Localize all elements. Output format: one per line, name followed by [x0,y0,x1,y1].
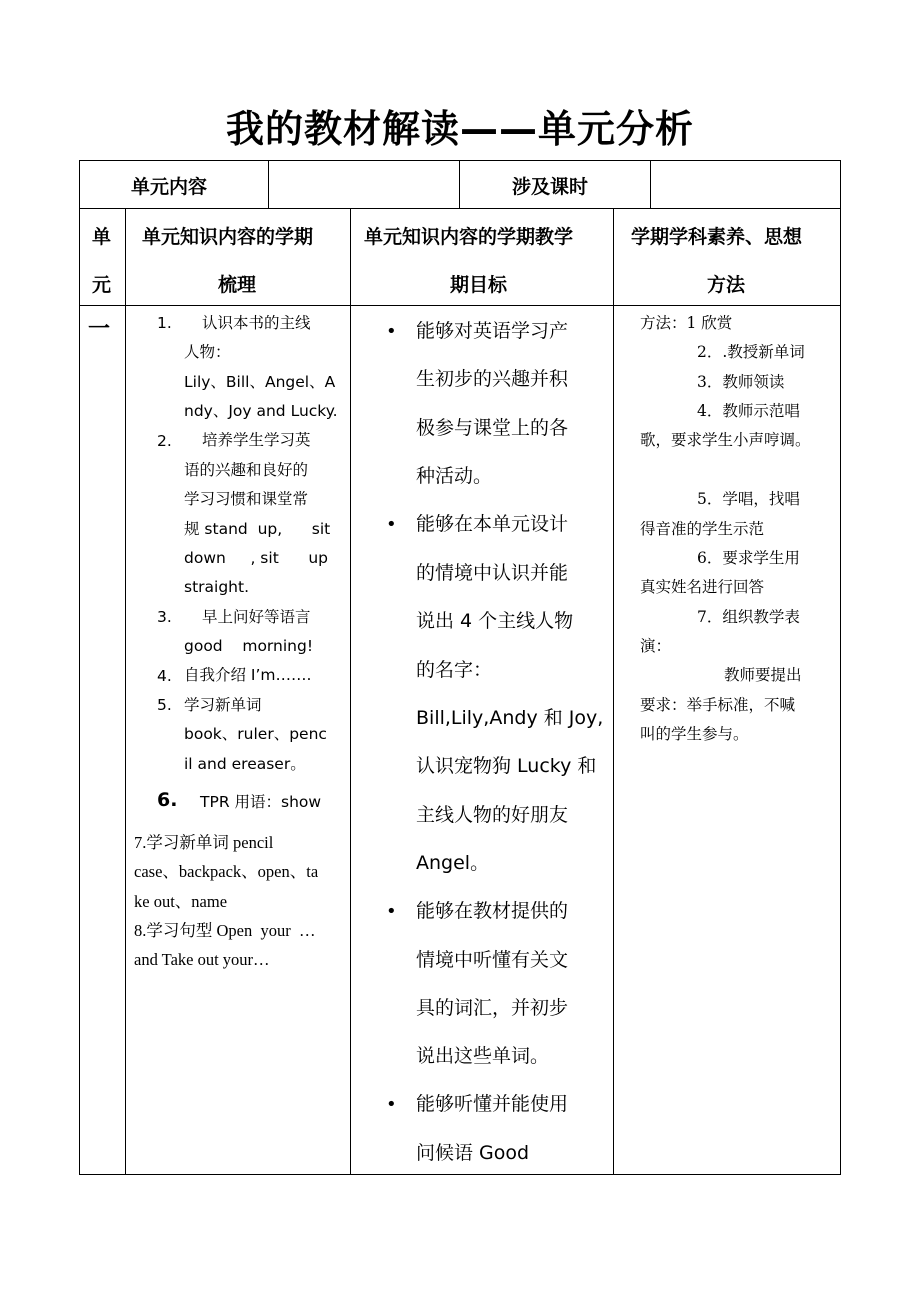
goal-line: Angel。 [416,852,490,874]
list-item-line: 7.学习新单词 pencil [134,833,274,852]
goal-line: 能够对英语学习产 [416,320,569,342]
list-item-line: and Take out your… [134,950,270,969]
list-item-line: 学习习惯和课堂常 [184,490,309,508]
goal-line: 具的词汇，并初步 [416,997,569,1019]
list-item-line: case、backpack、open、ta [134,862,319,881]
list-item-line: 语的兴趣和良好的 [184,461,309,479]
list-item-number: 1. [157,314,172,332]
list-item-line: 早上问好等语言 [202,608,311,626]
goal-line: 的情境中认识并能 [416,562,569,584]
list-item-line: Lily、Bill、Angel、A [184,373,336,391]
list-item-line: good morning! [184,637,314,655]
method-line: 6．要求学生用 [697,549,800,567]
method-line: 歌，要求学生小声哼调。 [640,431,811,449]
method-line: 演： [640,637,672,655]
bullet-icon: • [386,514,397,535]
list-item-number: 5. [157,696,172,714]
list-item-number: 3. [157,608,172,626]
unit-content-label: 单元内容 [131,176,208,198]
goal-line: 能够在本单元设计 [416,513,569,535]
goal-line: 问候语 Good [416,1142,530,1164]
bullet-icon: • [386,901,397,922]
goal-line: 说出这些单词。 [416,1045,550,1067]
list-item-line: 自我介绍 I’m……. [184,666,312,684]
method-line: 教师要提出 [724,666,802,684]
list-item-line: straight. [184,578,249,596]
method-line: 3．教师领读 [697,373,785,391]
list-item-line: 培养学生学习英 [202,431,311,449]
list-item-line: ndy、Joy and Lucky. [184,402,338,420]
column-header-knowledge-2: 梳理 [218,274,257,296]
goal-line: Bill,Lily,Andy 和 Joy, [416,707,604,729]
method-line: 2．.教授新单词 [697,343,805,361]
goal-line: 说出 4 个主线人物 [416,610,574,632]
list-item-line: 规 stand up, sit [184,520,331,538]
goal-line: 主线人物的好朋友 [416,804,569,826]
list-item-line: 学习新单词 [184,696,262,714]
goal-line: 种活动。 [416,465,493,487]
list-item-number: 6. [157,789,178,811]
list-item-line: 8.学习句型 Open your … [134,921,316,940]
list-item-line: 人物： [184,343,231,361]
method-line: 得音准的学生示范 [640,520,765,538]
method-line: 5．学唱，找唱 [697,490,800,508]
goal-line: 生初步的兴趣并积 [416,368,569,390]
list-item-line: il and ereaser。 [184,755,306,773]
list-item-line: TPR 用语：show [200,793,322,811]
list-item-number: 2. [157,432,172,450]
goal-line: 认识宠物狗 Lucky 和 [416,755,597,777]
column-header-knowledge-1: 单元知识内容的学期 [142,226,314,248]
page-title: 我的教材解读——单元分析 [225,107,694,151]
method-line: 要求：举手标准，不喊 [640,696,796,714]
method-line: 方法：1 欣赏 [640,314,733,332]
unit-number: 一 [88,317,111,342]
periods-label: 涉及课时 [512,176,589,198]
goal-line: 能够听懂并能使用 [416,1093,569,1115]
column-header-goals-1: 单元知识内容的学期教学 [364,226,574,248]
list-item-line: ke out、name [134,892,228,911]
method-line: 4．教师示范唱 [697,402,800,420]
goal-line: 能够在教材提供的 [416,900,569,922]
method-line: 真实姓名进行回答 [640,578,765,596]
method-line: 7．组织教学表 [697,608,800,626]
column-header-methods-2: 方法 [707,274,746,296]
goal-line: 情境中听懂有关文 [416,949,569,971]
column-header-unit-1: 单 [92,226,112,248]
method-line: 叫的学生参与。 [640,725,749,743]
list-item-line: 认识本书的主线 [202,314,311,332]
goal-line: 的名字： [416,659,493,681]
column-header-methods-1: 学期学科素养、思想 [631,226,803,248]
bullet-icon: • [386,321,397,342]
bullet-icon: • [386,1094,397,1115]
column-header-unit-2: 元 [92,274,112,296]
column-header-goals-2: 期目标 [450,274,508,296]
list-item-number: 4. [157,667,172,685]
list-item-line: down , sit up [184,549,328,567]
goal-line: 极参与课堂上的各 [416,417,569,439]
list-item-line: book、ruler、penc [184,725,327,743]
